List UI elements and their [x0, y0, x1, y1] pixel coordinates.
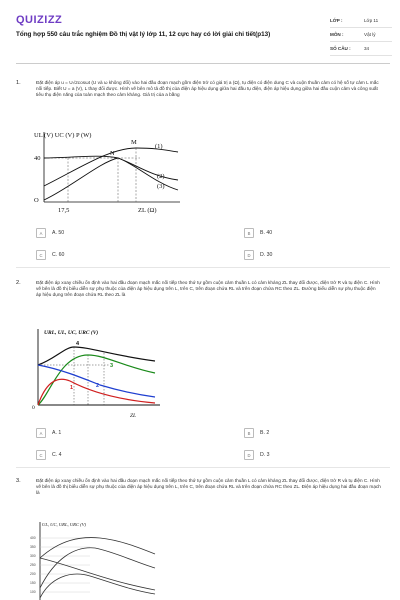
graph-origin: 0: [32, 405, 35, 411]
option-letter: A: [36, 228, 46, 238]
question-separator: [16, 467, 390, 468]
option-d[interactable]: [244, 450, 270, 460]
meta-row-subject: [330, 28, 392, 42]
curve-label-1: 1: [70, 385, 74, 391]
curve-label-2: 2: [96, 383, 100, 389]
graph-point-m: M: [131, 139, 137, 146]
graph-y-axis-label: UL, UC, URL, URC (V): [42, 522, 87, 527]
curve-label-1: (1): [155, 143, 163, 150]
option-d[interactable]: [244, 250, 272, 260]
question-text: Đặt điện áp xoay chiều ổn định vào hai đầu đoạn mạch mắc nối tiếp theo thứ tự gồm cuộn cảm thuần L có cảm kháng ZL thay đổi được, điện trở R và tụ điện C. Hình vẽ bên là đồ thị biểu diễn sự phụ thuộc của điện áp hiệu dụng trên L, trên C, trên đoạn chứa RL và trên đoạn chứa RC theo ZL. Đường biểu diễn sự phụ thuộc điện áp hiệu dụng trên đoạn chứa RL theo ZL là: [36, 280, 380, 298]
meta-row-class: [330, 14, 392, 28]
question-number: 2.: [16, 280, 21, 286]
meta-value: 34: [364, 46, 370, 51]
meta-label: SỐ CÂU :: [330, 46, 351, 51]
question-number: 3.: [16, 478, 21, 484]
option-c[interactable]: [36, 450, 62, 460]
meta-row-count: [330, 42, 392, 56]
option-letter: C: [36, 450, 46, 460]
option-a[interactable]: [36, 428, 61, 438]
curve-label-3: (3): [157, 183, 165, 190]
option-text: B. 2: [260, 430, 270, 436]
y-tick: 300: [30, 554, 36, 558]
meta-label: LỚP :: [330, 18, 343, 23]
option-text: C. 4: [52, 452, 62, 458]
graph-y-tick: 40: [34, 155, 41, 162]
option-letter: C: [36, 250, 46, 260]
y-tick: 200: [30, 572, 36, 576]
curve-label-3: 3: [110, 363, 114, 369]
question-text: Đặt điện áp u = U√2cosωt (U và ω không đổi) vào hai đầu đoạn mạch gồm điện trở có giá trị a (Ω), tụ điện có điện dung C và cuộn thuần cảm có hệ số tự cảm L mắc nối tiếp. Biết U = a (V), L thay đổi được. Hình vẽ bên mô tả đồ thị của điện áp hiệu dụng giữa hai đầu tụ điện, điện áp hiệu dụng giữa hai đầu cuộn cảm và công suất tiêu thụ điện năng của toàn mạch theo cảm kháng. Giá trị của a bằng: [36, 80, 379, 98]
graph-x-tick: 17,5: [58, 207, 70, 214]
question-separator: [16, 267, 390, 268]
option-letter: D: [244, 450, 254, 460]
graph-y-axis-label: URL, UL, UC, URC (V): [44, 330, 99, 336]
option-letter: A: [36, 428, 46, 438]
graph-origin: O: [34, 197, 39, 204]
y-tick: 400: [30, 536, 36, 540]
meta-value: Vật lý: [364, 32, 376, 37]
question-1-graph: [30, 128, 200, 218]
option-text: C. 60: [52, 252, 65, 258]
option-text: B. 40: [260, 230, 273, 236]
curve-label-4: 4: [76, 341, 80, 347]
y-tick: 250: [30, 563, 36, 567]
header-divider: [16, 63, 390, 64]
question-3-graph: [30, 518, 160, 600]
meta-panel: [330, 14, 392, 56]
option-b[interactable]: [244, 428, 269, 438]
graph-y-axis-label: UL (V) UC (V) P (W): [34, 132, 92, 139]
meta-label: MÔN :: [330, 32, 344, 37]
option-letter: D: [244, 250, 254, 260]
y-tick: 350: [30, 545, 36, 549]
y-tick: 100: [30, 590, 36, 594]
question-text: Đặt điện áp xoay chiều ổn định vào hai đầu đoạn mạch mắc nối tiếp theo thứ tự gồm cuộn cảm thuần L có cảm kháng ZL thay đổi được, điện trở R và tụ điện C. Hình vẽ bên là đồ thị biểu diễn sự phụ thuộc của điện áp hiệu dụng trên L, trên C, trên đoạn chứa RL và trên đoạn chứa RC theo ZL. Điện áp hiệu dụng hai đầu đoạn mạch là: [36, 478, 381, 496]
option-text: A. 1: [52, 430, 62, 436]
y-tick: 150: [30, 581, 36, 585]
question-2-graph: [30, 325, 170, 420]
option-letter: B: [244, 428, 254, 438]
graph-x-axis-label: ZL: [130, 413, 137, 419]
option-text: A. 50: [52, 230, 65, 236]
question-number: 1.: [16, 80, 21, 86]
option-text: D. 3: [260, 452, 270, 458]
option-text: D. 30: [260, 252, 273, 258]
graph-x-axis-label: ZL (Ω): [138, 207, 157, 214]
option-b[interactable]: [244, 228, 272, 238]
page-title: Tổng hợp 550 câu trắc nghiệm Đồ thị vật lý lớp 11, 12 cực hay có lời giải chi tiết(p13): [16, 31, 271, 38]
option-letter: B: [244, 228, 254, 238]
curve-label-2: (2): [157, 173, 165, 180]
meta-value: Lớp 11: [364, 18, 379, 23]
option-c[interactable]: [36, 250, 64, 260]
quizizz-logo: QUIZIZZ: [16, 14, 63, 26]
option-a[interactable]: [36, 228, 64, 238]
graph-point-n: N: [110, 150, 115, 157]
